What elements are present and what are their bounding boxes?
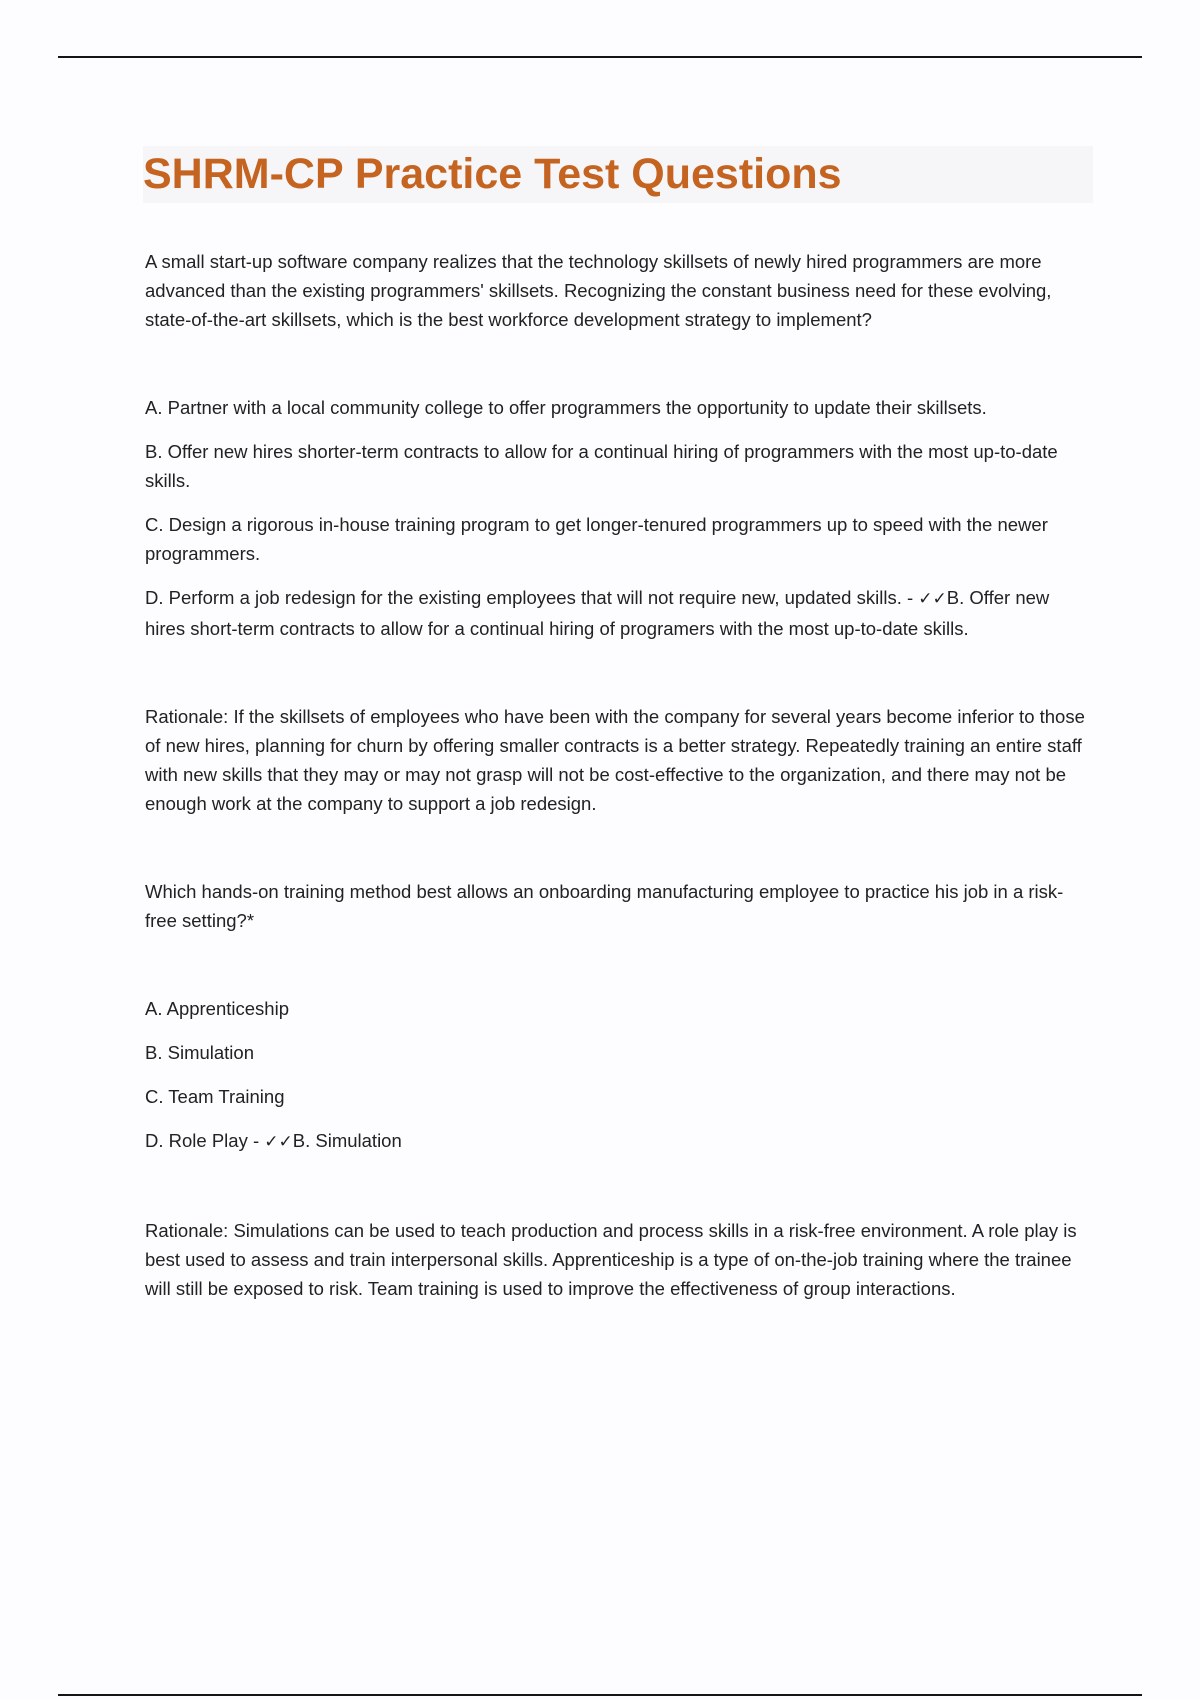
question-2-text: Which hands-on training method best allows an onboarding manufacturing employee to practice his job in a risk-free setting?*: [145, 881, 1064, 931]
question-2-option-c: C. Team Training: [145, 1086, 285, 1107]
question-1-rationale: Rationale: If the skillsets of employees who have been with the company for several years become inferior to those of new hires, planning for churn by offering smaller contracts is a better strategy. Repeatedly training an entire staff with new skills that they may or may not grasp will not be cost-effective to the organization, and there may not be enough work at the company to support a job redesign.: [145, 706, 1085, 814]
check-marks-icon: ✓✓: [918, 589, 947, 609]
question-2-option-b: B. Simulation: [145, 1042, 254, 1063]
page-title: SHRM-CP Practice Test Questions: [143, 150, 842, 198]
question-2-option-d-label: D. Role Play -: [145, 1130, 265, 1151]
question-2-rationale: Rationale: Simulations can be used to teach production and process skills in a risk-free environment. A role play is best used to assess and train interpersonal skills. Apprenticeship is a type of on-the-job training where the trainee will still be exposed to risk. Team training is used to improve the effectiveness of group interactions.: [145, 1220, 1077, 1299]
question-2-answer: B. Simulation: [292, 1130, 402, 1151]
question-1-option-b: B. Offer new hires shorter-term contracts to allow for a continual hiring of programmers with the most up-to-date skills.: [145, 441, 1058, 491]
question-1-text: A small start-up software company realizes that the technology skillsets of newly hired programmers are more advanced than the existing programmers' skillsets. Recognizing the constant business need for these evolving, state-of-the-art skillsets, which is the best workforce development strategy to implement?: [145, 251, 1052, 330]
question-1-option-d-label: D. Perform a job redesign for the existing employees that will not require new, updated skills. -: [145, 587, 919, 608]
top-rule: [58, 56, 1142, 58]
question-1-answer: B. Offer new hires short-term contracts to allow for a continual hiring of programers with the most up-to-date skills.: [145, 587, 1050, 639]
question-1-option-a: A. Partner with a local community college to offer programmers the opportunity to update their skillsets.: [145, 397, 987, 418]
question-2-option-d: [145, 1126, 1091, 1157]
question-2-option-a: A. Apprenticeship: [145, 998, 289, 1019]
document-body: [145, 146, 1091, 1303]
check-marks-icon: ✓✓: [264, 1132, 293, 1152]
question-1-option-c: C. Design a rigorous in-house training program to get longer-tenured programmers up to speed with the newer programmers.: [145, 514, 1048, 564]
title-band: [143, 146, 1093, 203]
bottom-rule: [58, 1694, 1142, 1696]
question-1-option-d: [145, 583, 1091, 643]
